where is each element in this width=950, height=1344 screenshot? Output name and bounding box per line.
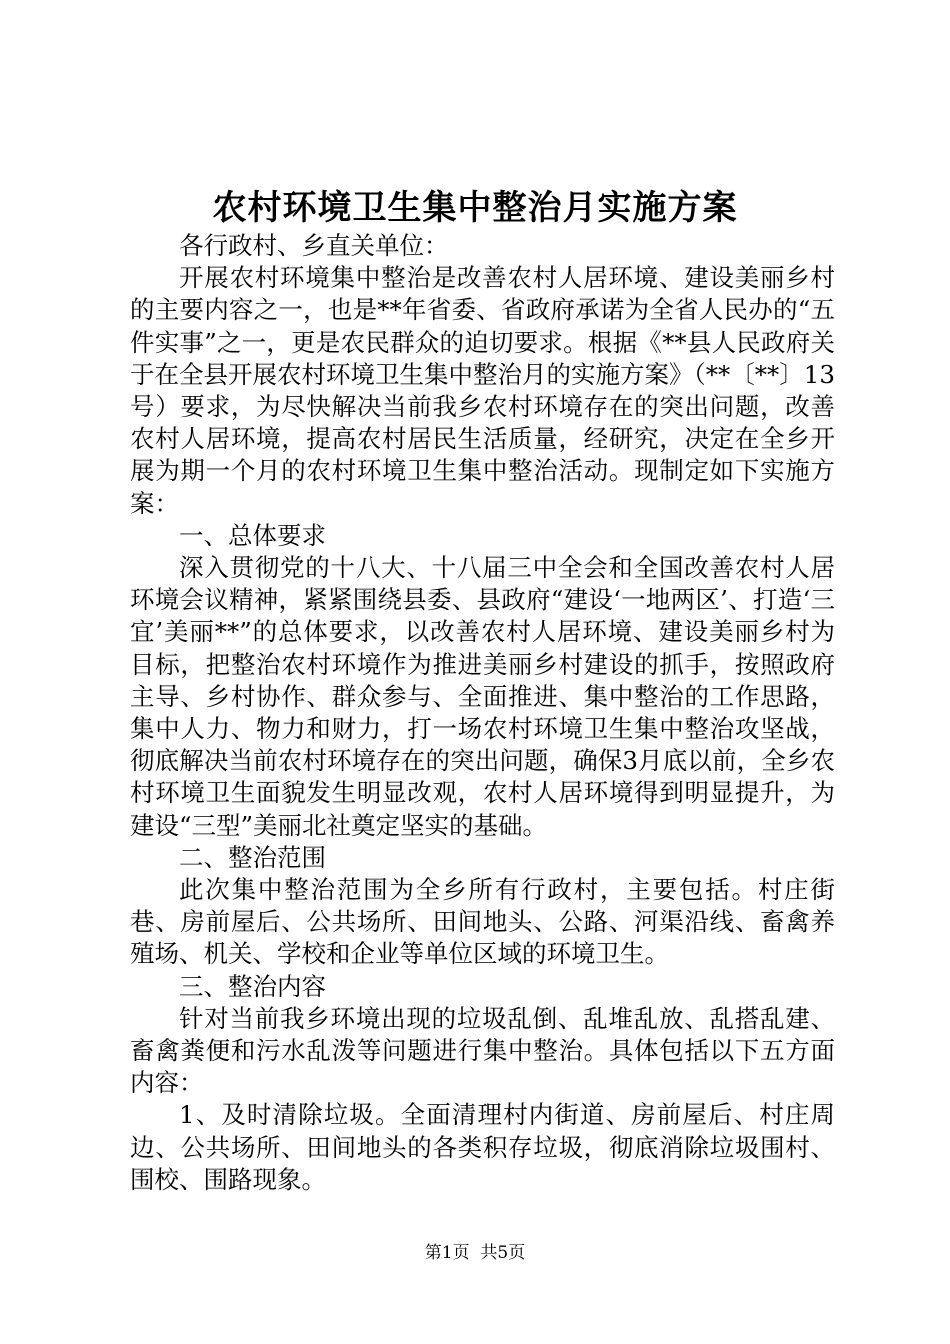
heading-overall-requirements: 一、总体要求: [179, 520, 326, 550]
paragraph-scope: 此次集中整治范围为全乡所有行政村，主要包括。村庄街巷、房前屋后、公共场所、田间地头、公路、河渠沿线、畜禽养殖场、机关、学校和企业等单位区域的环境卫生。: [130, 875, 835, 969]
paragraph-overall-requirements: 深入贯彻党的十八大、十八届三中全会和全国改善农村人居环境会议精神，紧紧围绕县委、县政府“建设‘一地两区’、打造‘三宜’美丽**”的总体要求，以改善农村人居环境、建设美丽乡村为目标，把整治农村环境作为推进美丽乡村建设的抓手，按照政府主导、乡村协作、群众参与、全面推进、集中整治的工作思路，集中人力、物力和财力，打一场农村环境卫生集中整治攻坚战，彻底解决当前农村环境存在的突出问题，确保3月底以前，全乡农村环境卫生面貌发生明显改观，农村人居环境得到明显提升，为建设“三型”美丽北社奠定坚实的基础。: [130, 553, 835, 840]
salutation: 各行政村、乡直关单位：: [179, 231, 449, 260]
paragraph-intro: 开展农村环境集中整治是改善农村人居环境、建设美丽乡村的主要内容之一，也是**年省委、省政府承诺为全省人民办的“五件实事”之一，更是农民群众的迫切要求。根据《**县人民政府关于在全县开展农村环境卫生集中整治月的实施方案》（**〔**〕13号）要求，为尽快解决当前我乡农村环境存在的突出问题，改善农村人居环境，提高农村居民生活质量，经研究，决定在全乡开展为期一个月的农村环境卫生集中整治活动。现制定如下实施方案：: [130, 263, 835, 518]
page-number: 第1页: [424, 1243, 470, 1263]
document-body: [130, 230, 835, 1196]
document-title: 农村环境卫生集中整治月实施方案: [212, 188, 738, 228]
paragraph-content: 针对当前我乡环境出现的垃圾乱倒、乱堆乱放、乱搭乱建、畜禽粪便和污水乱泼等问题进行集中整治。具体包括以下五方面内容：: [130, 1003, 835, 1098]
heading-content: 三、整治内容: [179, 971, 326, 1001]
heading-scope: 二、整治范围: [179, 842, 326, 872]
paragraph-item-1: 1、及时清除垃圾。全面清理村内街道、房前屋后、村庄周边、公共场所、田间地头的各类积存垃圾，彻底消除垃圾围村、围校、围路现象。: [130, 1100, 835, 1194]
page-total: 共5页: [480, 1243, 526, 1263]
page-footer: [0, 1241, 950, 1265]
